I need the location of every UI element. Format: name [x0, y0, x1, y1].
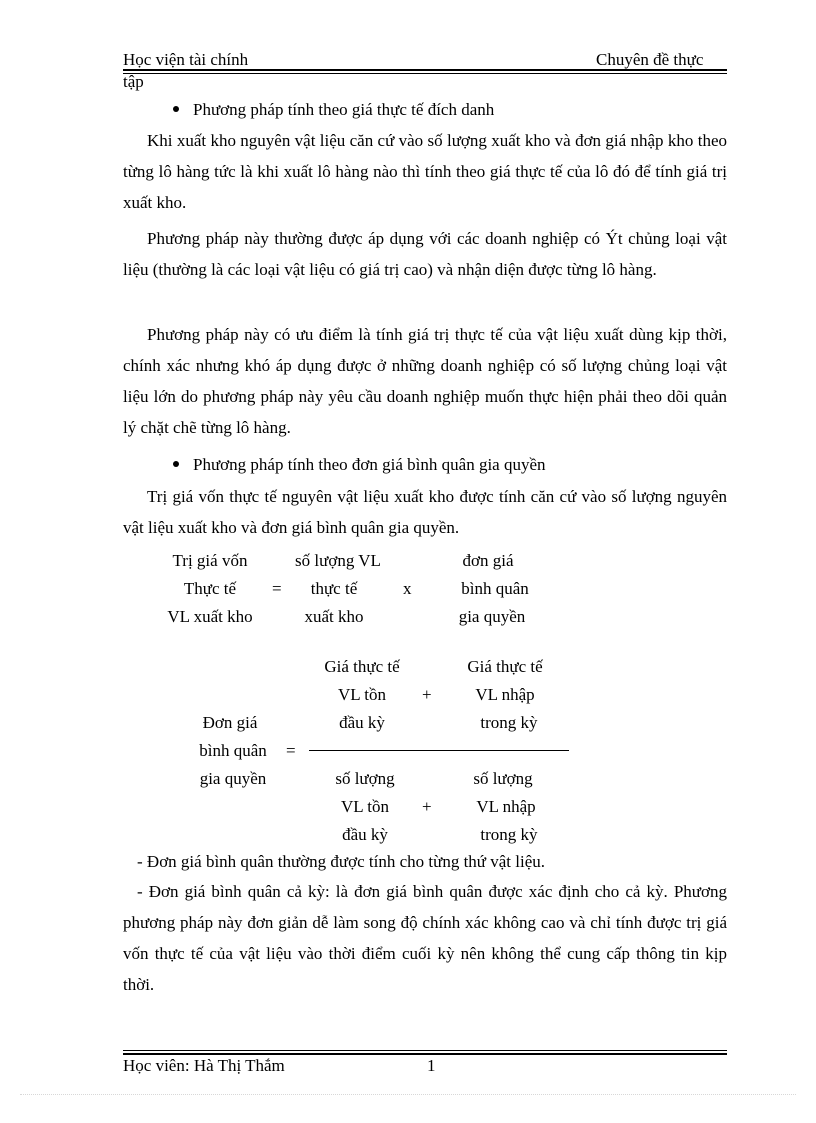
- formula1-c3-line3: gia quyền: [458, 607, 526, 626]
- formula2-equals: =: [286, 741, 296, 760]
- bullet-icon: [173, 106, 179, 112]
- formula1-multiply: x: [403, 579, 412, 598]
- header-wrap: tập: [123, 72, 144, 91]
- formula2-num-b-line3: trong kỳ: [480, 713, 538, 732]
- formula1-equals: =: [272, 579, 282, 598]
- formula2-num-a-line3: đầu kỳ: [339, 713, 385, 732]
- bullet-item-2: [173, 455, 546, 475]
- formula1-c2-line2: thực tế: [310, 579, 358, 598]
- footer-rule-thin: [123, 1050, 727, 1051]
- bullet-item-1: [173, 100, 494, 120]
- paragraph-3: Phương pháp này có ưu điểm là tính giá trị thực tế của vật liệu xuất dùng kịp thời, chính xác nhưng khó áp dụng được ở những doanh nghiệp có số lượng chủng loại vật liệu lớn do phương pháp này yêu cầu doanh nghiệp muốn thực hiện phải theo dõi quản lý chặt chẽ từng lô hàng.: [123, 325, 727, 437]
- fraction-bar: [309, 750, 569, 751]
- formula1-c2-line1: số lượng VL: [295, 551, 381, 570]
- page-number: 1: [427, 1056, 436, 1075]
- formula2-den-a-line3: đầu kỳ: [342, 825, 388, 844]
- bullet-text: Phương pháp tính theo đơn giá bình quân gia quyền: [193, 455, 546, 474]
- formula1-c3-line2: bình quân: [461, 579, 529, 598]
- formula1-c1-line2: Thực tế: [183, 579, 237, 598]
- header-right: Chuyên đề thực: [596, 50, 704, 69]
- formula2-den-b-line1: số lượng: [473, 769, 533, 788]
- formula2-num-plus: +: [422, 685, 432, 704]
- formula1-c2-line3: xuất kho: [304, 607, 364, 626]
- formula2-den-b-line2: VL nhập: [476, 797, 536, 816]
- dash-item-1: - Đơn giá bình quân thường được tính cho từng thứ vật liệu.: [137, 852, 546, 871]
- paragraph-5: - Đơn giá bình quân cả kỳ: là đơn giá bình quân được xác định cho cả kỳ. Phương phương pháp này đơn giản dễ làm song độ chính xác không cao và chỉ tính được trị giá vốn thực tế của vật liệu vào thời điểm cuối kỳ nên không thể cung cấp thông tin kịp thời.: [123, 882, 727, 994]
- formula1-c1-line3: VL xuất kho: [167, 607, 253, 626]
- bullet-icon: [173, 461, 179, 467]
- formula2-left-line1: Đơn giá: [202, 713, 258, 732]
- formula2-num-b-line2: VL nhập: [475, 685, 535, 704]
- formula2-den-plus: +: [422, 797, 432, 816]
- formula2-left-line3: gia quyền: [199, 769, 267, 788]
- header-left: Học viện tài chính: [123, 50, 249, 69]
- footer-rule-thick: [123, 1053, 727, 1055]
- formula2-den-a-line2: VL tồn: [340, 797, 389, 816]
- paragraph-4: Trị giá vốn thực tế nguyên vật liệu xuất kho được tính căn cứ vào số lượng nguyên vật liệu xuất kho và đơn giá bình quân gia quyền.: [123, 487, 727, 537]
- formula2-den-b-line3: trong kỳ: [480, 825, 538, 844]
- formula2-num-b-line1: Giá thực tế: [467, 657, 543, 676]
- formula2-num-a-line1: Giá thực tế: [324, 657, 400, 676]
- formula2-left-line2: bình quân: [199, 741, 267, 760]
- header-rule-thin: [123, 73, 727, 74]
- formula1-c1-line1: Trị giá vốn: [172, 551, 248, 570]
- paragraph-1: Khi xuất kho nguyên vật liệu căn cứ vào số lượng xuất kho và đơn giá nhập kho theo từng lô hàng tức là khi xuất lô hàng nào thì tính theo giá thực tế của lô đó để tính giá trị xuất kho.: [123, 131, 727, 212]
- page-edge-divider: [20, 1094, 796, 1095]
- header-rule-thick: [123, 69, 727, 71]
- bullet-text: Phương pháp tính theo giá thực tế đích danh: [193, 100, 495, 119]
- footer-student: Học viên: Hà Thị Thắm: [123, 1056, 285, 1075]
- formula2-den-a-line1: số lượng: [335, 769, 395, 788]
- formula2-num-a-line2: VL tồn: [337, 685, 386, 704]
- formula1-c3-line1: đơn giá: [462, 551, 514, 570]
- paragraph-2: Phương pháp này thường được áp dụng với các doanh nghiệp có Ýt chủng loại vật liệu (thường là các loại vật liệu có giá trị cao) và nhận diện được từng lô hàng.: [123, 229, 727, 279]
